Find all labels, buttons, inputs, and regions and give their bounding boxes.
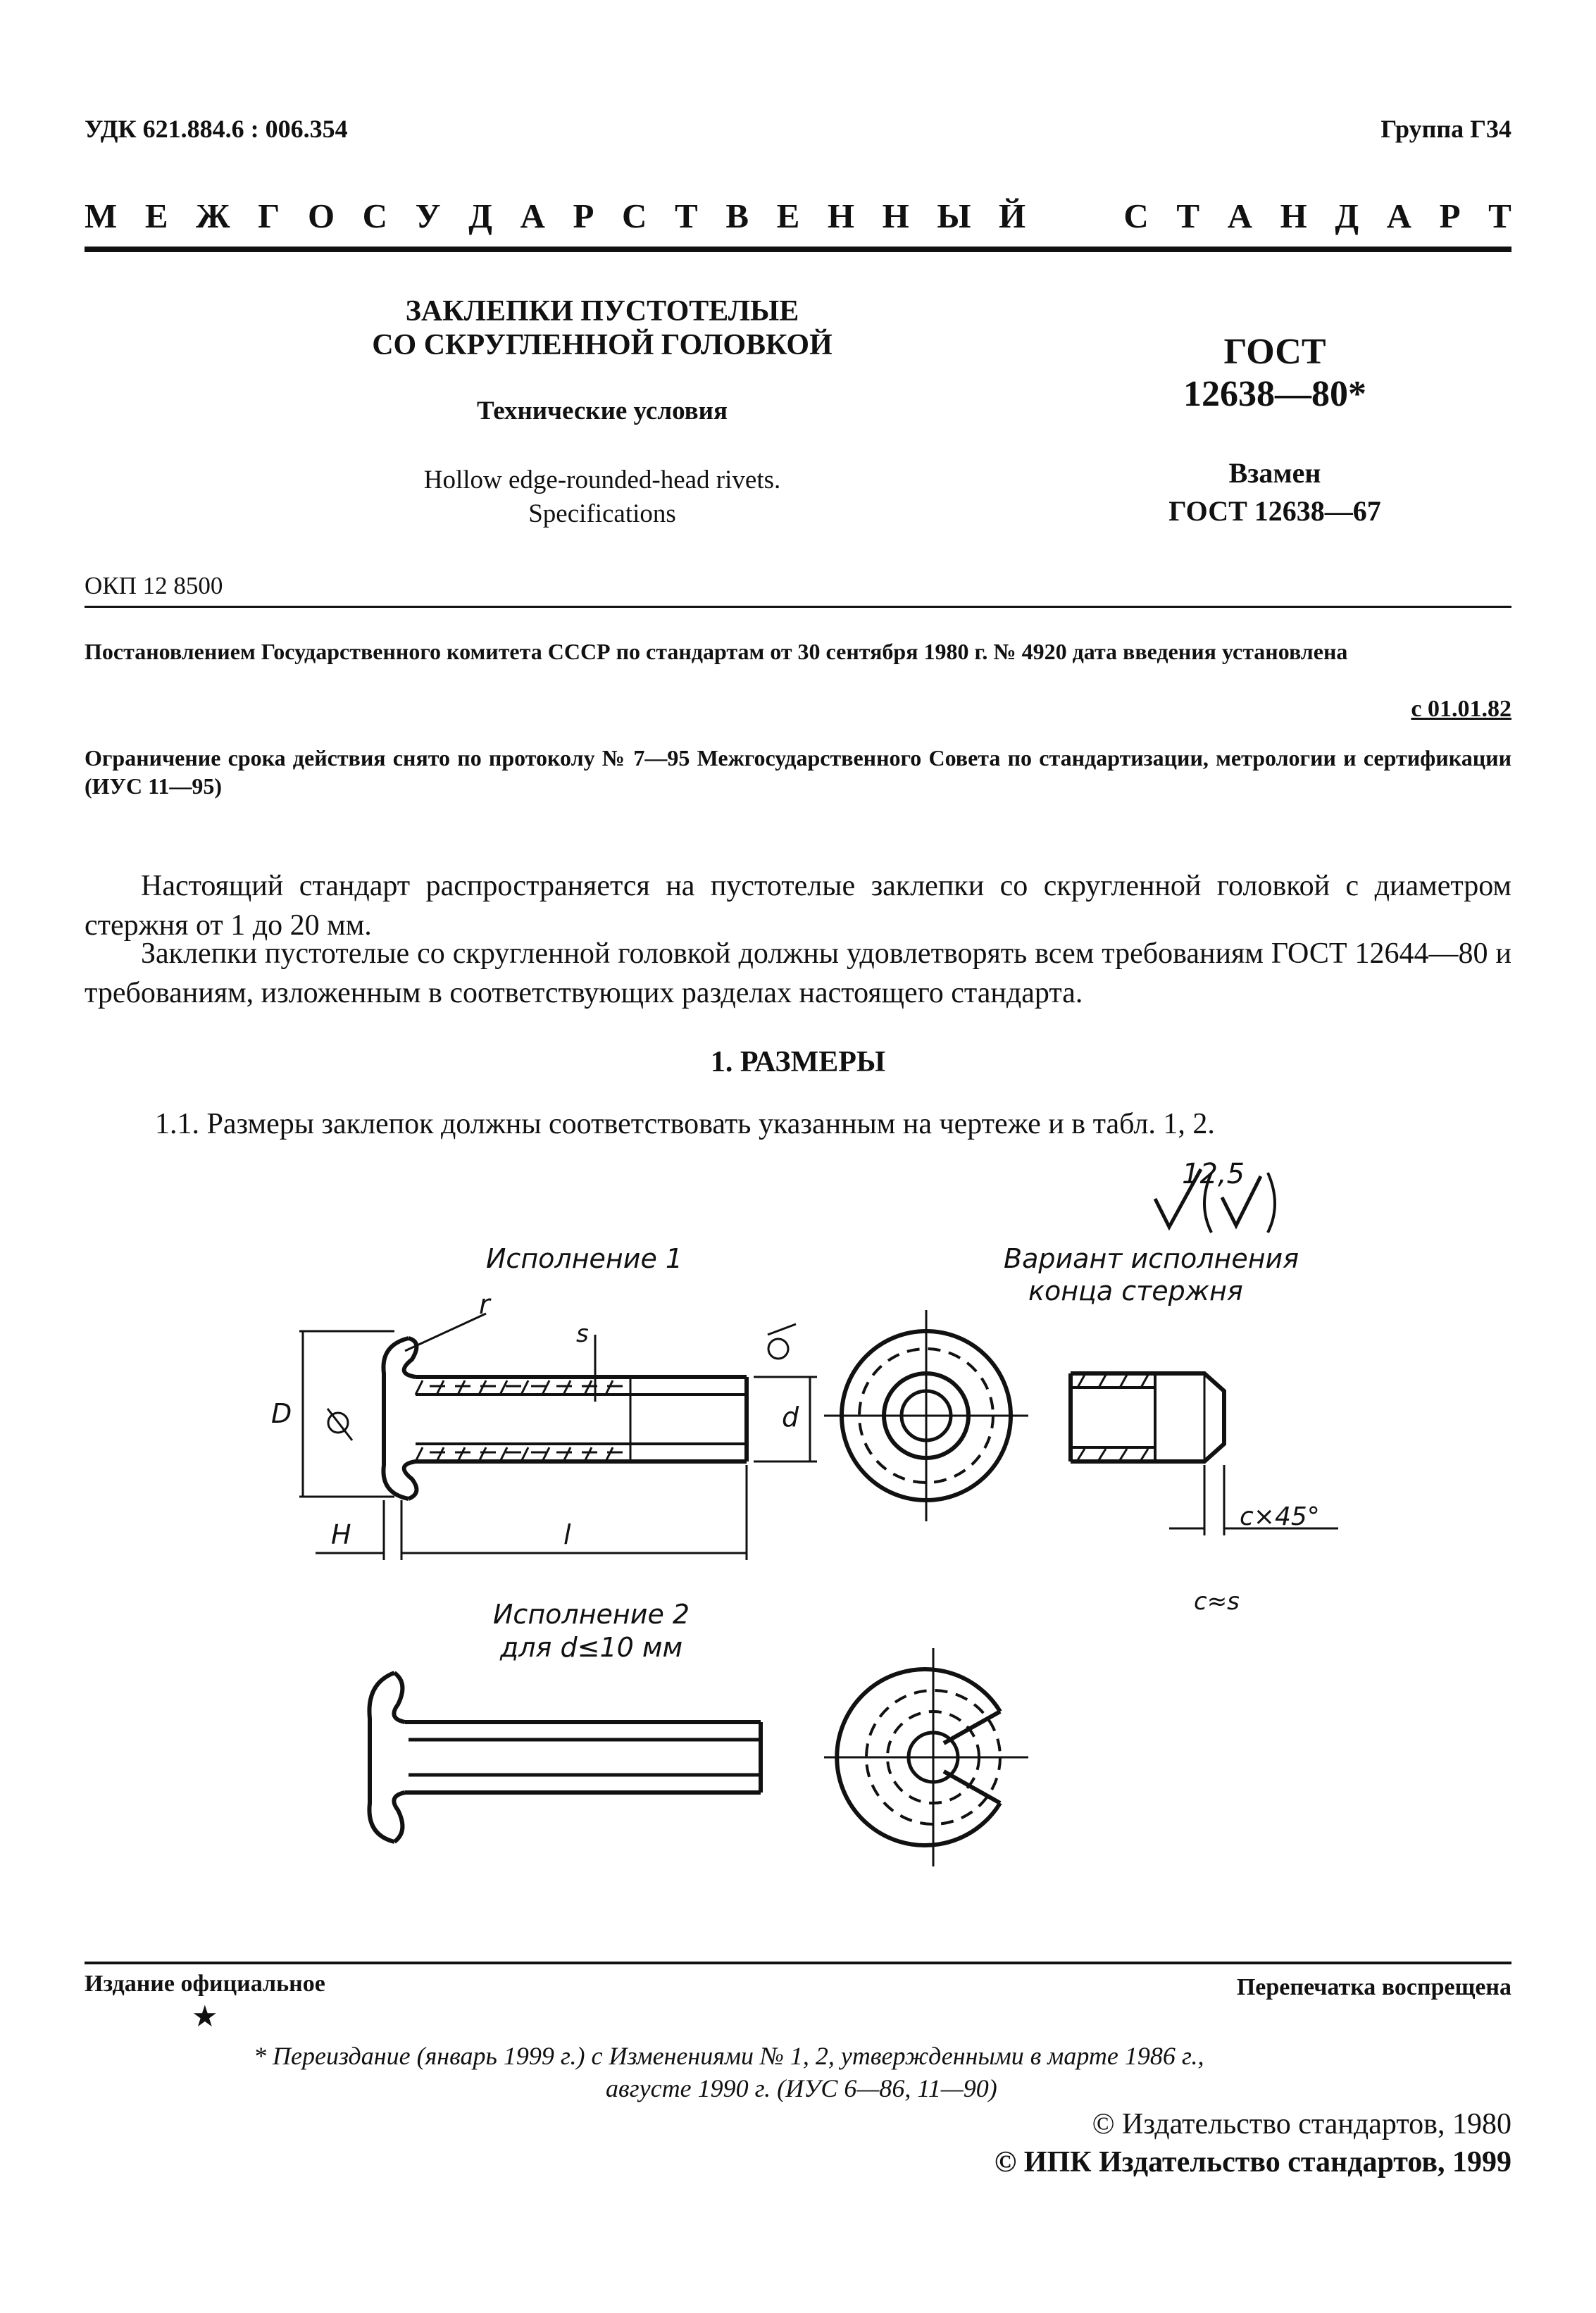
banner-letter: М [85, 197, 118, 235]
clause-1-1: 1.1. Размеры заклепок должны соответствовать указанным на чертеже и в табл. 1, 2. [155, 1108, 1215, 1140]
footer-rule [85, 1962, 1511, 1964]
banner-letter: Ж [196, 197, 230, 235]
rivet-version-1-side [299, 1314, 817, 1560]
end-variant-label-2: конца стержня [1028, 1276, 1243, 1307]
banner-letter: С [622, 197, 647, 235]
banner-letter: Т [1488, 197, 1511, 235]
english-title-1: Hollow edge-rounded-head rivets. [423, 466, 781, 494]
banner-letter: Р [573, 197, 594, 235]
variant-2-label-2: для d≤10 мм [500, 1632, 683, 1663]
dim-d: d [782, 1402, 799, 1433]
dim-l: l [563, 1519, 571, 1550]
section-heading: 1. РАЗМЕРЫ [710, 1046, 886, 1078]
c-note: c≈s [1194, 1588, 1240, 1616]
banner-letter: А [1227, 197, 1252, 235]
copyright-1999: © ИПК Издательство стандартов, 1999 [994, 2146, 1511, 2178]
banner-letter: Е [144, 197, 168, 235]
okp-code: ОКП 12 8500 [85, 572, 223, 599]
english-title-2: Specifications [528, 499, 676, 528]
reprint-prohibited: Перепечатка воспрещена [1236, 1974, 1511, 2000]
effective-date: с 01.01.82 [1411, 696, 1511, 722]
banner-letter: Н [827, 197, 854, 235]
copyright-1980: © Издательство стандартов, 1980 [1092, 2108, 1511, 2140]
reissue-line-1: * Переиздание (январь 1999 г.) с Изменениями № 1, 2, утвержденными в марте 1986 г., [254, 2042, 1204, 2070]
banner-letter: А [520, 197, 545, 235]
replaces-label: Взамен [1228, 457, 1321, 489]
rivet-version-1-end [824, 1310, 1028, 1521]
variant-2-label-1: Исполнение 2 [493, 1599, 690, 1630]
banner-letter: С [1123, 197, 1149, 235]
group-code: Группа Г34 [1380, 115, 1511, 143]
banner-letter: Д [468, 197, 492, 235]
banner-letter: Р [1439, 197, 1461, 235]
official-edition: Издание официальное [85, 1971, 325, 1997]
banner-letter: Е [776, 197, 800, 235]
gost-number: 12638—80* [1183, 374, 1366, 414]
dim-s: s [576, 1320, 589, 1348]
decree-text: Постановлением Государственного комитета СССР по стандартам от 30 сентября 1980 г. № 4920 дата введения установлена [85, 639, 1348, 664]
title-line-2: СО СКРУГЛЕННОЙ ГОЛОВКОЙ [372, 329, 833, 361]
intro-paragraph-1: Настоящий стандарт распространяется на пустотелые заклепки со скругленной головкой с диаметром стержня от 1 до 20 мм. [85, 870, 1511, 942]
chamfer-label: c×45° [1240, 1502, 1320, 1531]
banner-letter: Г [258, 197, 280, 235]
subtitle: Технические условия [477, 397, 728, 425]
dim-H: H [331, 1519, 351, 1550]
end-variant-label-1: Вариант исполнения [1004, 1243, 1299, 1274]
banner-letter: Ы [937, 197, 971, 235]
banner-letter: С [362, 197, 388, 235]
dim-D: D [271, 1398, 292, 1429]
udc-code: УДК 621.884.6 : 006.354 [85, 115, 348, 143]
star-icon: ★ [192, 2001, 218, 2033]
banner-letter: Д [1335, 197, 1359, 235]
rivet-version-2-side [369, 1673, 761, 1842]
banner-letter: Т [675, 197, 698, 235]
dim-r: r [479, 1289, 490, 1320]
replaces-gost: ГОСТ 12638—67 [1168, 495, 1381, 527]
banner-letter: Н [882, 197, 909, 235]
restriction-text: Ограничение срока действия снято по протоколу № 7—95 Межгосударственного Совета по стандартизации, метрологии и сертификации (ИУС 11—95) [85, 745, 1511, 799]
rivet-version-2-end [824, 1648, 1028, 1866]
banner-letter: Т [1176, 197, 1200, 235]
intro-paragraph-2: Заклепки пустотелые со скругленной головкой должны удовлетворять всем требованиям ГОСТ 12644—80 и требованиям, изложенным в соответствующих разделах настоящего стандарта. [85, 937, 1511, 1009]
banner-letter: О [307, 197, 335, 235]
title-line-1: ЗАКЛЕПКИ ПУСТОТЕЛЫЕ [405, 295, 799, 328]
roughness-value: 12,5 [1182, 1158, 1245, 1190]
gost-label: ГОСТ [1223, 332, 1326, 372]
banner-letter: В [725, 197, 749, 235]
variant-1-label: Исполнение 1 [486, 1243, 683, 1274]
banner-letter: Й [999, 197, 1026, 235]
banner-letter: У [415, 197, 441, 235]
banner-letter: Н [1280, 197, 1307, 235]
reissue-line-2: августе 1990 г. (ИУС 6—86, 11—90) [606, 2074, 997, 2102]
banner-letter: А [1386, 197, 1412, 235]
